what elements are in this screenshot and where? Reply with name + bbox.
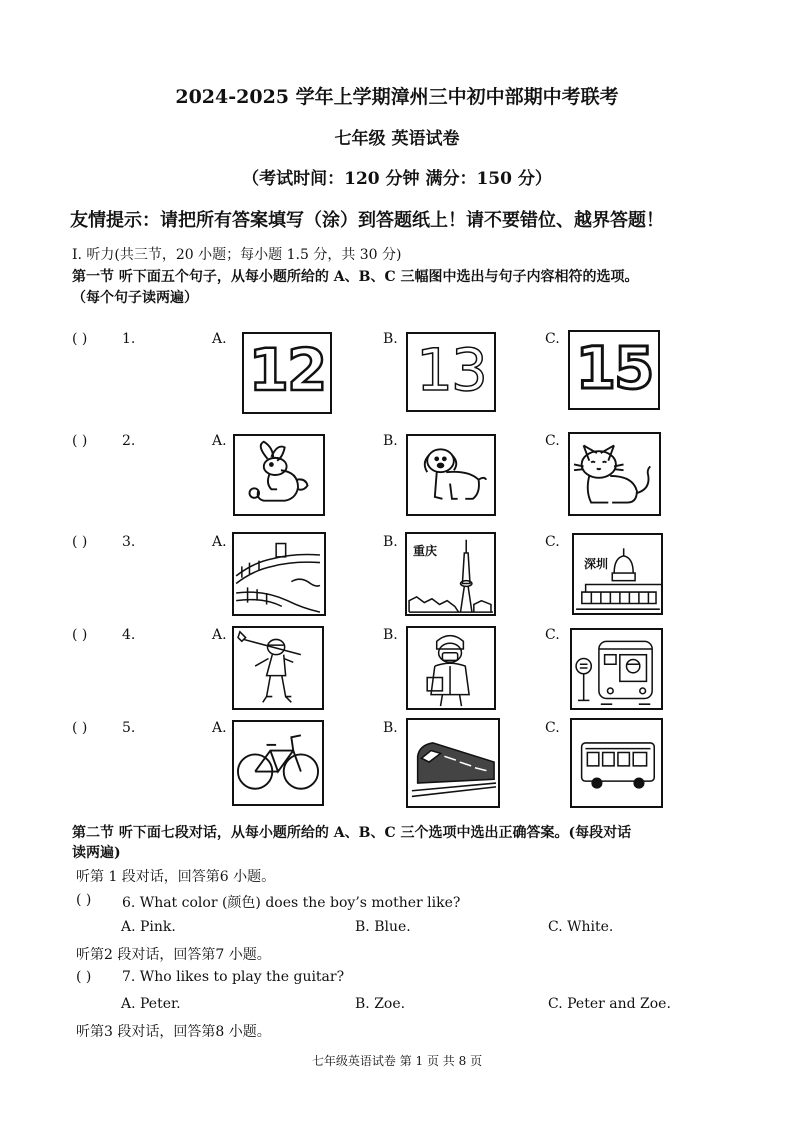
dialog-intro: 听第 1 段对话，回答第6 小题。: [76, 869, 276, 885]
question-text: 7. Who likes to play the guitar?: [122, 969, 345, 985]
option-b-label: B.: [383, 627, 398, 643]
exam-title: 2024-2025 学年上学期漳州三中初中部期中考联考: [175, 86, 619, 108]
exam-info: （考试时间：120 分钟 满分：150 分）: [242, 169, 552, 189]
rabbit-icon: [235, 436, 323, 514]
option-c[interactable]: C. White.: [548, 919, 614, 935]
option-a-label: A.: [212, 627, 227, 643]
option-a-label: A.: [212, 720, 227, 736]
part1-instruction: 第一节 听下面五个句子，从每小题所给的 A、B、C 三幅图中选出与句子内容相符的选项。: [72, 269, 639, 285]
bus-driver-icon: [572, 630, 661, 708]
city-label-chongqing: 重庆: [413, 544, 438, 558]
bus-driver-picture[interactable]: [570, 628, 663, 710]
train-icon: [408, 720, 498, 806]
capitol-building-icon: [574, 535, 661, 613]
option-b-label: B.: [383, 331, 398, 347]
train-picture[interactable]: [406, 718, 500, 808]
dialog-intro: 听第3 段对话，回答第8 小题。: [76, 1024, 271, 1040]
answer-blank[interactable]: ( ): [72, 627, 88, 643]
part1-instruction-2: （每个句子读两遍）: [72, 290, 198, 306]
part2-instruction: 第二节 听下面七段对话，从每小题所给的 A、B、C 三个选项中选出正确答案。(每段对话: [72, 825, 632, 841]
option-c-label: C.: [545, 627, 560, 643]
option-b-label: B.: [383, 720, 398, 736]
option-c-label: C.: [545, 433, 560, 449]
chongqing-picture[interactable]: [405, 532, 496, 616]
answer-blank[interactable]: ( ): [72, 433, 88, 449]
option-b-label: B.: [383, 534, 398, 550]
page-footer: 七年级英语试卷 第 1 页 共 8 页: [311, 1054, 483, 1068]
farmer-icon: [234, 628, 322, 708]
option-c-label: C.: [545, 331, 560, 347]
city-label-shenzhen: 深圳: [584, 557, 609, 571]
option-b[interactable]: B. Blue.: [355, 919, 411, 935]
shenzhen-picture[interactable]: [572, 533, 663, 615]
option-b-label: B.: [383, 433, 398, 449]
question-number: 3.: [122, 534, 136, 550]
part2-instruction-2: 读两遍): [72, 845, 121, 861]
farmer-picture[interactable]: [232, 626, 324, 710]
bus-picture[interactable]: [570, 718, 663, 808]
option-c[interactable]: C. Peter and Zoe.: [548, 996, 671, 1012]
number-picture-c[interactable]: 15: [568, 330, 660, 410]
bicycle-icon: [234, 722, 322, 804]
option-c-label: C.: [545, 720, 560, 736]
answer-blank[interactable]: ( ): [76, 892, 92, 908]
option-a[interactable]: A. Peter.: [121, 996, 181, 1012]
dog-icon: [408, 436, 494, 514]
notice-text: 友情提示：请把所有答案填写（涂）到答题纸上！请不要错位、越界答题！: [70, 210, 664, 231]
puppy-picture[interactable]: [406, 434, 496, 516]
question-text: 6. What color (颜色) does the boy’s mother like?: [122, 895, 461, 911]
option-a[interactable]: A. Pink.: [121, 919, 176, 935]
doctor-icon: [408, 628, 494, 708]
answer-blank[interactable]: ( ): [72, 720, 88, 736]
doctor-picture[interactable]: [406, 626, 496, 710]
option-a-label: A.: [212, 331, 227, 347]
question-number: 5.: [122, 720, 136, 736]
option-b[interactable]: B. Zoe.: [355, 996, 406, 1012]
question-number: 1.: [122, 331, 136, 347]
kitten-picture[interactable]: [568, 432, 661, 516]
question-number: 4.: [122, 627, 136, 643]
dialog-intro: 听第2 段对话，回答第7 小题。: [76, 947, 271, 963]
listening-heading: I. 听力(共三节，20 小题；每小题 1.5 分，共 30 分): [72, 247, 402, 263]
answer-blank[interactable]: ( ): [72, 331, 88, 347]
option-c-label: C.: [545, 534, 560, 550]
great-wall-picture[interactable]: [232, 532, 326, 616]
answer-blank[interactable]: ( ): [76, 969, 92, 985]
rabbit-picture[interactable]: [233, 434, 325, 516]
question-number: 2.: [122, 433, 136, 449]
cat-icon: [570, 434, 659, 514]
number-picture-a[interactable]: 12: [242, 332, 332, 414]
bus-icon: [572, 720, 661, 806]
number-picture-b[interactable]: 13: [406, 332, 496, 412]
option-a-label: A.: [212, 534, 227, 550]
option-a-label: A.: [212, 433, 227, 449]
answer-blank[interactable]: ( ): [72, 534, 88, 550]
exam-subtitle: 七年级 英语试卷: [334, 129, 460, 149]
bicycle-picture[interactable]: [232, 720, 324, 806]
great-wall-icon: [234, 534, 324, 614]
